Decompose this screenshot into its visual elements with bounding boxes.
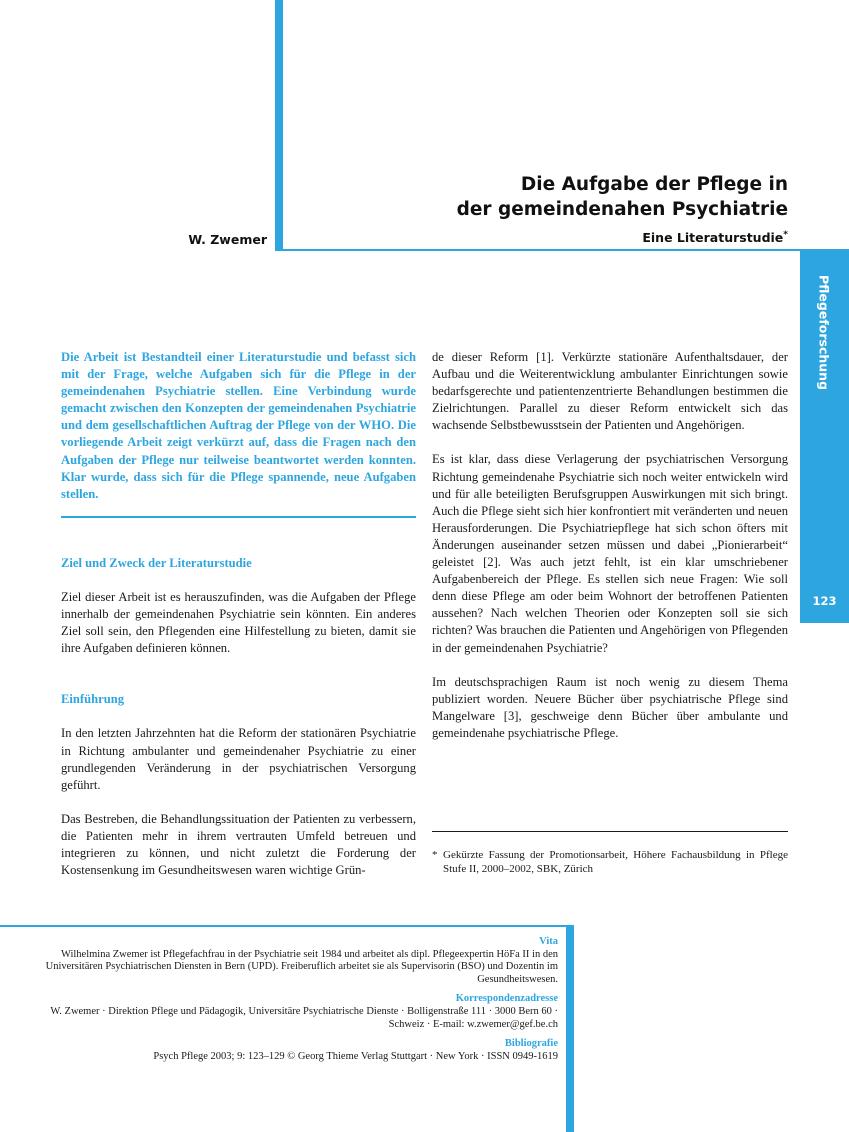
header-accent-bar (275, 0, 283, 251)
left-column (61, 349, 416, 879)
paragraph-right-3: Im deutschsprachigen Raum ist noch wenig zu diesem Thema publiziert worden. Neuere Bücher über psychiatrische Pflege sind Mangelware [3], geschweige denn Bücher über ambulante und gemeindenahe psychiatrische Pflege. (432, 674, 788, 740)
paragraph-einfuehrung-1: In den letzten Jahrzehnten hat die Reform der stationären Psychiatrie in Richtung ambulanter und gemeindenaher Psychiatrie zu einer grundlegenden Veränderung in der psychiatrischen Versorgung geführt. (61, 726, 416, 792)
bibliography-heading: Bibliografie (504, 1038, 558, 1050)
article-subtitle (300, 230, 788, 245)
section-side-tab (800, 251, 849, 623)
article-info-box (40, 936, 558, 1070)
page-number: 123 (812, 594, 837, 608)
right-column (432, 349, 788, 742)
footnote-divider (432, 831, 788, 832)
subtitle-text: Eine Literaturstudie (642, 230, 784, 246)
vita-heading: Vita (539, 936, 558, 947)
footnote-text: Gekürzte Fassung der Promotionsarbeit, Höhere Fachausbildung in Pflege Stufe II, 2000–2002, SBK, Zürich (443, 849, 788, 875)
footnote-mark: * (432, 849, 438, 861)
title-line-2: der gemeindenahen Psychiatrie (456, 199, 788, 220)
article-title (300, 172, 788, 222)
bibliography-text: Psych Pflege 2003; 9: 123–129 © Georg Thieme Verlag Stuttgart · New York · ISSN 0949-1619 (153, 1050, 558, 1062)
footer-box-top-rule (0, 925, 566, 927)
header-rule (283, 249, 849, 251)
footnote (432, 848, 788, 876)
vita-text: Wilhelmina Zwemer ist Pflegefachfrau in der Psychiatrie seit 1984 und arbeitet als dipl. Pflegeexpertin HöFa II in den Universitären Psychiatrischen Diensten in Bern (UPD). Freiberuflich arbeitet sie als Supervisorin (BSO) und Dozentin im Gesundheitswesen. (45, 948, 558, 985)
paragraph-einfuehrung-2: Das Bestreben, die Behandlungssituation der Patienten zu verbessern, die Patienten mehr in ihrem vertrauten Umfeld betreuen und integrieren zu können, und nicht zuletzt die Forderung der Kostensenkung im Gesundheitswesen waren wichtige Grün- (61, 811, 416, 878)
paragraph-ziel: Ziel dieser Arbeit ist es herauszufinden, was die Aufgaben der Pflege innerhalb der gemeindenahen Psychiatrie sein könnten. Ein anderes Ziel soll sein, den Pflegenden eine Hilfestellung zu bieten, damit sie ihre Aufgaben definieren können. (61, 589, 416, 656)
contact-heading: Korrespondenzadresse (455, 993, 558, 1005)
paragraph-right-2: Es ist klar, dass diese Verlagerung der psychiatrischen Versorgung Richtung gemeindenahe Psychiatrie sich noch weiter entwickeln wird und für alle beteiligten Berufsgruppen Auswirkungen mit sich bringt. Auch die Pflege sieht sich hier konfrontiert mit veränderten und neuen Herausforderungen. Die Psychiatriepflege hat sich schon öfters mit Änderungen auseinander setzen müssen und dabei „Pionierarbeit“ geleistet [2]. Was auch jetzt fehlt, ist ein klar umschriebener Aufgabenbereich der Pflege. Es stellen sich neue Fragen: Wie soll denn diese Pflege am oder beim Wohnort der betroffenen Patienten aussehen? Nach welchen Theorien oder Konzepten soll sie sich richten? Was brauchen die Patienten und Angehörigen von Pflegenden in der gemeindenahen Psychiatrie? (432, 452, 788, 655)
contact-text: W. Zwemer · Direktion Pflege und Pädagogik, Universitäre Psychiatrische Dienste · Bolligenstraße 111 · 3000 Bern 60 · Schweiz · E-mail: w.zwemer@gef.be.ch (50, 1005, 558, 1030)
section-heading-ziel: Ziel und Zweck der Literaturstudie (61, 555, 252, 570)
section-label: Pflegeforschung (816, 275, 832, 391)
section-heading-einfuehrung: Einführung (61, 692, 124, 707)
subtitle-footnote-mark: * (783, 230, 788, 240)
footer-box-side-bar (566, 925, 574, 1132)
title-line-1: Die Aufgabe der Pflege in (520, 174, 788, 195)
abstract: Die Arbeit ist Bestandteil einer Literaturstudie und befasst sich mit der Frage, welche Aufgaben sich für die Pflege in der gemeindenahen Psychiatrie stellen. Eine Verbindung wurde gemacht zwischen den Konzepten der gemeindenahen Psychiatrie und dem gesellschaftlichen Auftrag der Pflege von der WHO. Die vorliegende Arbeit zeigt verkürzt auf, dass die Fragen nach den Aufgaben der Pflege nur teilweise beantwortet werden konnten. Klar wurde, dass sich für die Pflege spannende, neue Aufgaben stellen. (61, 350, 416, 501)
paragraph-right-1: de dieser Reform [1]. Verkürzte stationäre Aufenthaltsdauer, der Aufbau und die Weiterentwicklung ambulanter Einrichtungen sowie bedarfsgerechte und patientenzentrierte Behandlungen bestimmen die Zielrichtungen. Parallel zu dieser Reform entwickelt sich das wachsende Selbstbewusstsein der Patienten und Angehörigen. (432, 350, 788, 433)
author-name: W. Zwemer (188, 232, 267, 247)
